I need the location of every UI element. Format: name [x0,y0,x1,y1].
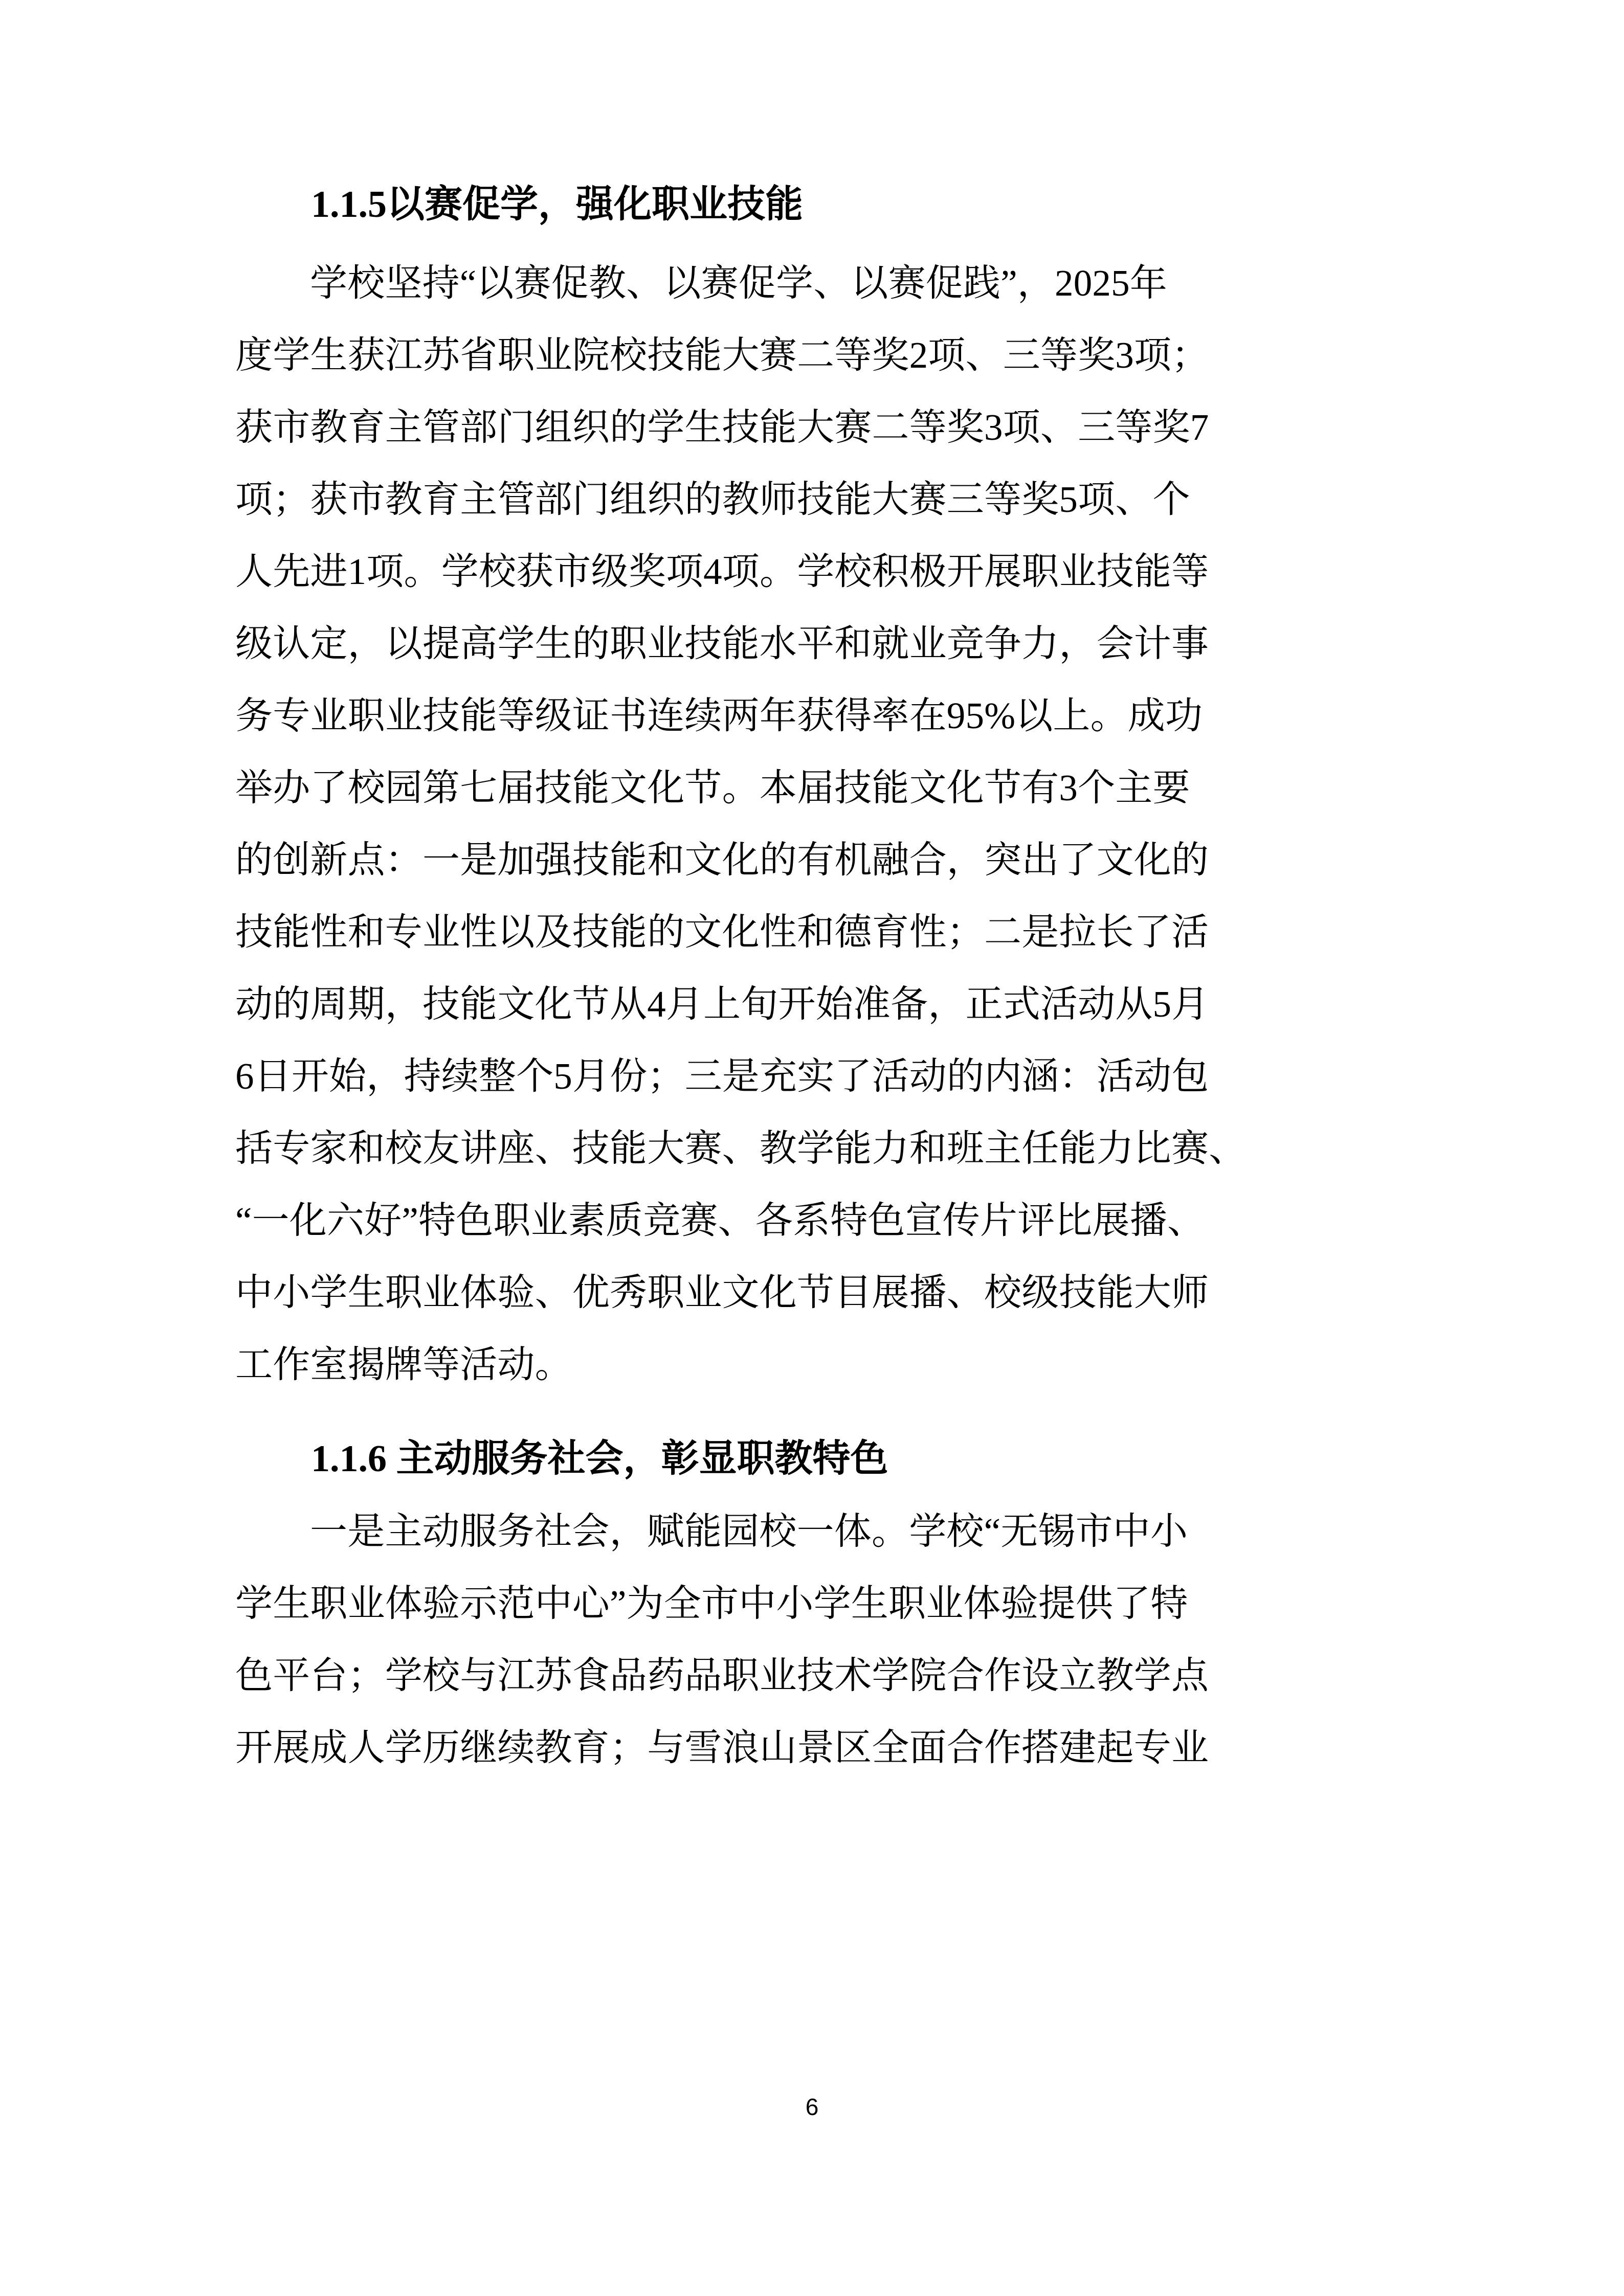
section-heading-116: 1.1.6 主动服务社会，彰显职教特色 [311,1438,888,1480]
paragraph-line: 一是主动服务社会，赋能园校一体。学校“无锡市中小 [310,1511,1188,1552]
paragraph-116 [235,1495,1367,1784]
paragraph-line: 务专业职业技能等级证书连续两年获得率在95%以上。成功 [235,695,1203,736]
paragraph-line: 获市教育主管部门组织的学生技能大赛二等奖3项、三等奖7 [235,407,1209,448]
paragraph-line: 级认定，以提高学生的职业技能水平和就业竞争力，会计事 [235,623,1209,664]
paragraph-line: 的创新点：一是加强技能和文化的有机融合，突出了文化的 [235,839,1209,881]
paragraph-line: 度学生获江苏省职业院校技能大赛二等奖2项、三等奖3项； [235,334,1209,376]
paragraph-line: 人先进1项。学校获市级奖项4项。学校积极开展职业技能等 [235,551,1209,592]
section-heading-115: 1.1.5以赛促学，强化职业技能 [311,184,803,226]
paragraph-115 [235,247,1367,1401]
paragraph-line: 项；获市教育主管部门组织的教师技能大赛三等奖5项、个 [235,479,1190,520]
page-content [235,169,1367,1784]
paragraph-line: 括专家和校友讲座、技能大赛、教学能力和班主任能力比赛、 [235,1128,1247,1169]
paragraph-line: “一化六好”特色职业素质竞赛、各系特色宣传片评比展播、 [235,1200,1205,1241]
paragraph-line: 技能性和专业性以及技能的文化性和德育性；二是拉长了活 [235,911,1209,953]
paragraph-line: 动的周期，技能文化节从4月上旬开始准备，正式活动从5月 [235,983,1209,1025]
page-number: 6 [805,2094,819,2120]
paragraph-line: 6日开始，持续整个5月份；三是充实了活动的内涵：活动包 [235,1055,1209,1097]
paragraph-line: 学生职业体验示范中心”为全市中小学生职业体验提供了特 [235,1583,1188,1624]
paragraph-line: 色平台；学校与江苏食品药品职业技术学院合作设立教学点 [235,1655,1209,1696]
paragraph-line: 工作室揭牌等活动。 [235,1344,572,1385]
paragraph-line: 中小学生职业体验、优秀职业文化节目展播、校级技能大师 [235,1272,1209,1313]
paragraph-line: 举办了校园第七届技能文化节。本届技能文化节有3个主要 [235,767,1190,808]
paragraph-line: 开展成人学历继续教育；与雪浪山景区全面合作搭建起专业 [235,1727,1209,1768]
paragraph-line: 学校坚持“以赛促教、以赛促学、以赛促践”，2025年 [310,262,1168,304]
